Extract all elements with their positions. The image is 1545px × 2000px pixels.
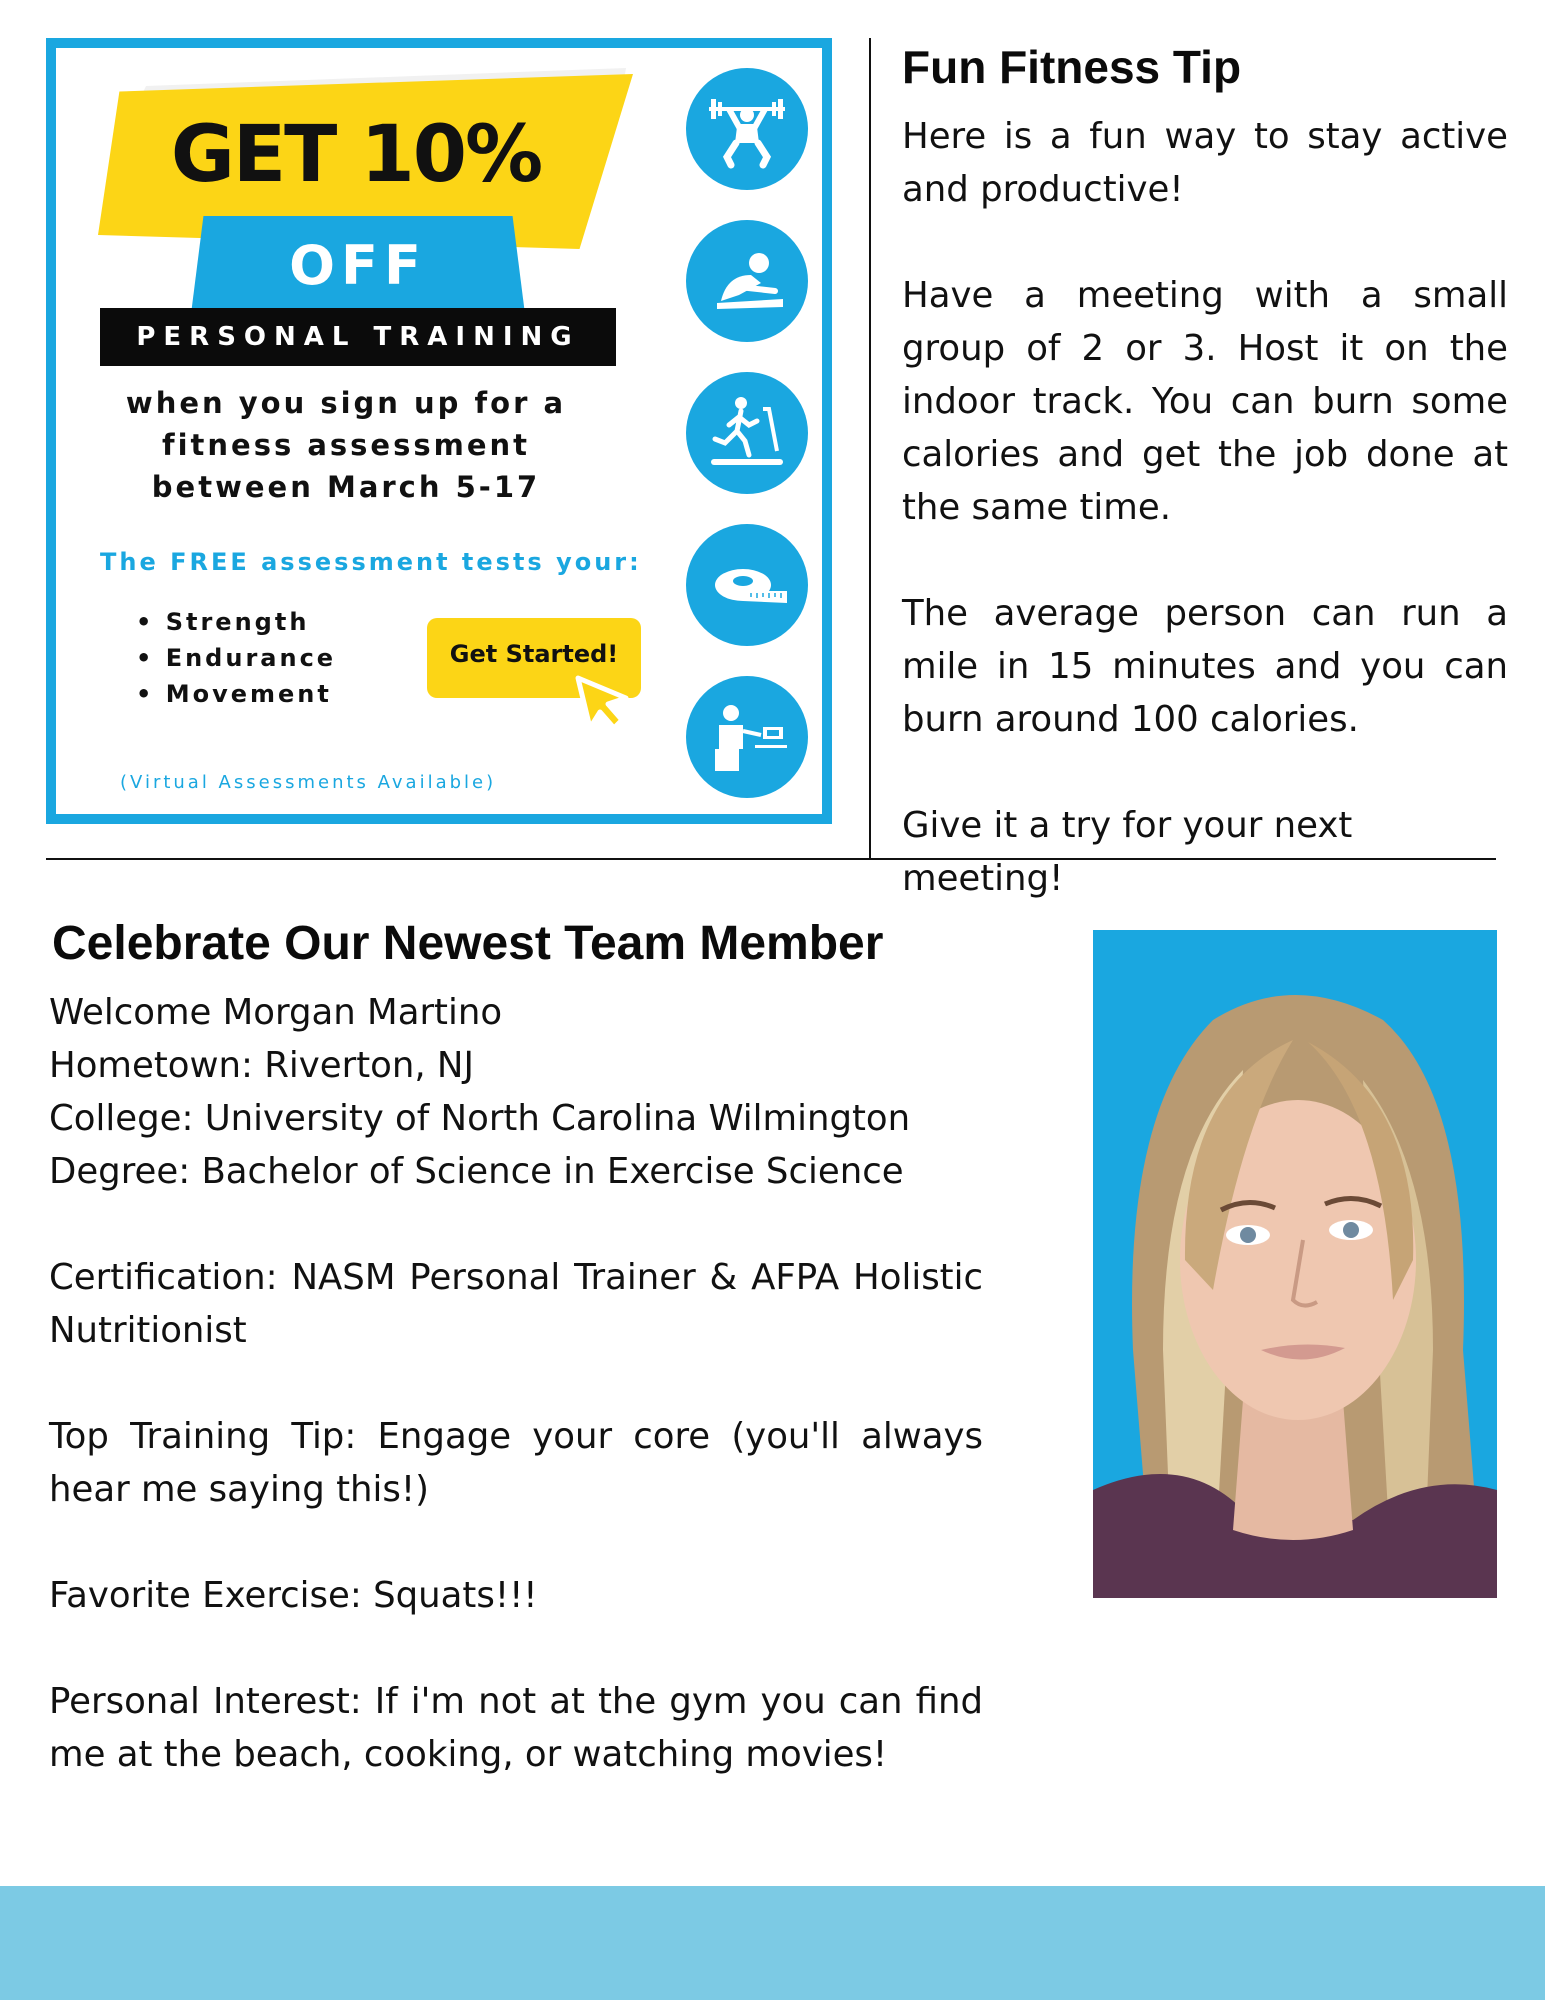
tip-paragraph: Give it a try for your next meeting! (902, 805, 1353, 899)
member-degree: Degree: Bachelor of Science in Exercise Science (49, 1151, 904, 1192)
member-certification: Certification: NASM Personal Trainer & AFPA Holistic Nutritionist (49, 1257, 983, 1351)
treadmill-icon (686, 372, 808, 494)
tip-paragraph: The average person can run a mile in 15 minutes and you can burn around 100 calories. (902, 593, 1508, 740)
virtual-note: (Virtual Assessments Available) (120, 772, 497, 793)
personal-training-bar: PERSONAL TRAINING (100, 308, 616, 366)
signup-line: between March 5-17 (151, 470, 541, 504)
list-item: • Movement (136, 676, 336, 712)
tests-list (136, 604, 336, 712)
tip-title: Fun Fitness Tip (902, 41, 1242, 93)
member-photo (1093, 930, 1497, 1598)
signup-text (106, 382, 586, 508)
promo-headline: GET 10% (170, 110, 542, 200)
get-started-button[interactable]: Get Started! (427, 618, 641, 698)
tip-paragraph: Have a meeting with a small group of 2 or 3. Host it on the indoor track. You can burn some calories and get the job done at the same time. (902, 275, 1508, 528)
member-hometown: Hometown: Riverton, NJ (49, 1045, 474, 1086)
promo-off: OFF (289, 234, 427, 297)
free-tests-heading: The FREE assessment tests your: (100, 548, 642, 576)
cursor-icon (572, 672, 636, 736)
tip-body (902, 110, 1508, 905)
promo-card (46, 38, 832, 824)
footer-band (0, 1886, 1545, 2000)
weightlifting-icon (686, 68, 808, 190)
member-favorite-exercise: Favorite Exercise: Squats!!! (49, 1575, 538, 1616)
blood-pressure-icon (686, 676, 808, 798)
vertical-divider (869, 38, 871, 858)
member-bio (49, 986, 983, 1781)
member-title: Celebrate Our Newest Team Member (52, 917, 884, 970)
list-item: • Endurance (136, 640, 336, 676)
list-item: • Strength (136, 604, 336, 640)
stretching-icon (686, 220, 808, 342)
measuring-tape-icon (686, 524, 808, 646)
member-personal-interest: Personal Interest: If i'm not at the gym you can find me at the beach, cooking, or watching movies! (49, 1681, 983, 1775)
signup-line: when you sign up for a (125, 386, 567, 420)
signup-line: fitness assessment (161, 428, 531, 462)
member-training-tip: Top Training Tip: Engage your core (you'll always hear me saying this!) (49, 1416, 983, 1510)
tip-paragraph: Here is a fun way to stay active and productive! (902, 116, 1508, 210)
member-college: College: University of North Carolina Wilmington (49, 1098, 911, 1139)
member-welcome: Welcome Morgan Martino (49, 992, 503, 1033)
